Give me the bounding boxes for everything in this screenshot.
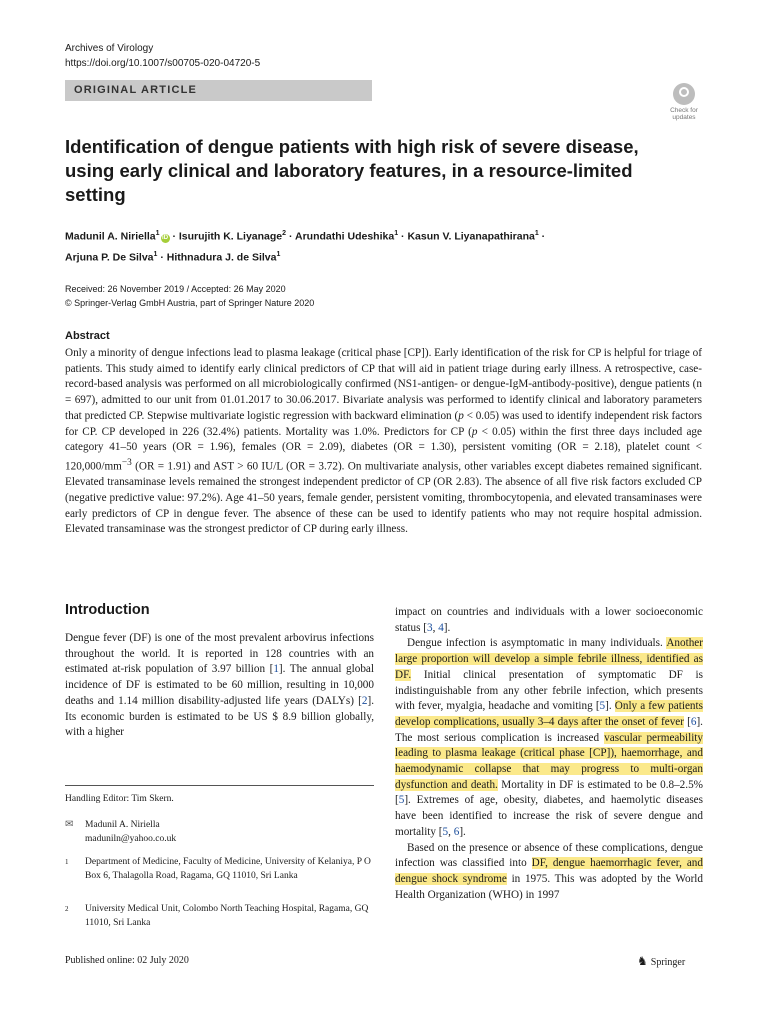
body-text: ]. The most serious complication is increased xyxy=(395,715,703,744)
author-line-2 xyxy=(65,246,715,267)
introduction-heading: Introduction xyxy=(65,602,150,618)
affiliation-2 xyxy=(65,902,375,930)
author-affiliation: 1 xyxy=(276,250,281,258)
check-for-updates-badge[interactable] xyxy=(664,83,704,121)
affiliation-1 xyxy=(65,855,375,883)
author-affiliation: 1 xyxy=(534,230,539,237)
abstract-text: < 0.05) within the first three days included age category 41–50 years (OR = 1.96), females (OR = 2.09), diabetes (OR = 1.30), persistent vomiting (OR = 2.18), platelet count < 120,000/mm xyxy=(65,425,702,473)
highlighted-text[interactable]: Only a few patients develop complications, usually 3–4 days after the onset of fever xyxy=(395,700,703,728)
affiliation-number: 1 xyxy=(65,858,69,866)
intro-paragraph xyxy=(65,631,374,741)
body-text: Mortality in DF is estimated to be 0.8–2.5% [ xyxy=(395,778,703,807)
copyright-notice: © Springer-Verlag GmbH Austria, part of Springer Nature 2020 xyxy=(65,298,315,308)
author-name[interactable]: Isurujith K. Liyanage xyxy=(178,230,283,243)
crossmark-icon xyxy=(673,83,695,105)
author-separator: · xyxy=(398,230,408,243)
highlighted-text[interactable]: Another large proportion will develop a simple febrile illness, identified as DF. xyxy=(395,637,703,681)
body-text: ]. The annual global incidence of DF is estimated to be 60 million, resulting in 10,000 deaths and 1.14 million disability-adjusted life years (DALYs) [ xyxy=(65,663,374,707)
affiliation-text: University Medical Unit, Colombo North Teaching Hospital, Ragama, GQ 11010, Sri Lanka xyxy=(85,904,369,928)
body-text: ]. Its economic burden is estimated to be US $ 8.9 billion globally, with a higher xyxy=(65,694,374,739)
body-column-left xyxy=(65,631,374,741)
intro-paragraph xyxy=(395,636,703,840)
author-name[interactable]: Kasun V. Liyanapathirana xyxy=(407,230,535,243)
author-name[interactable]: Hithnadura J. de Silva xyxy=(166,251,277,263)
handling-editor-note: Handling Editor: Tim Skern. xyxy=(65,794,174,804)
springer-horse-icon: ♞ xyxy=(637,954,648,968)
abstract-heading: Abstract xyxy=(65,330,110,342)
author-list xyxy=(65,225,715,266)
abstract-p-symbol: p xyxy=(471,425,478,438)
corresponding-name: Madunil A. Niriella xyxy=(85,820,160,830)
publisher-name: Springer xyxy=(650,957,686,968)
received-accepted: Received: 26 November 2019 / Accepted: 26 May 2020 xyxy=(65,284,286,294)
doi-link[interactable]: https://doi.org/10.1007/s00705-020-04720-5 xyxy=(65,58,261,69)
article-type-banner: ORIGINAL ARTICLE xyxy=(65,80,372,101)
article-dates xyxy=(65,282,314,310)
citation-link[interactable]: 5 xyxy=(398,794,405,807)
envelope-icon: ✉ xyxy=(65,819,74,830)
author-affiliation: 1 xyxy=(153,250,158,258)
author-separator: · xyxy=(286,230,296,243)
highlighted-text[interactable]: vascular permeability leading to plasma leakage (critical phase [CP]), haemorrhage, and haemodynamic collapse that may progress to multi-organ dysfunction and death. xyxy=(395,731,703,791)
author-separator: · xyxy=(157,251,167,263)
highlighted-text[interactable]: DF, dengue haemorrhagic fever, and dengue shock syndrome xyxy=(395,857,703,885)
citation-link[interactable]: 6 xyxy=(453,825,460,838)
abstract-text: Only a minority of dengue infections lead to plasma leakage (critical phase [CP]). Early identification of the risk for CP is helpful for triage of patients. This study aimed to identify early clinical predictors of CP that will aid in patient triage during early illness. A retrospective, case-record-based analysis was performed on all microbiologically confirmed (NS1-antigen- or dengue-IgM-antibody-positive), dengue patients (n = 697), admitted to our unit from 01.01.2017 to 30.06.2017. Bivariate analysis was performed to identify clinical and laboratory parameters that predicted CP. Stepwise multivariate logistic regression with backward elimination ( xyxy=(65,347,702,422)
body-text: ]. Extremes of age, obesity, diabetes, and haemolytic diseases have been identified to increase the risk of severe dengue and mortality [ xyxy=(395,794,703,838)
body-text: in 1975. This was adopted by the World Health Organization (WHO) in 1997 xyxy=(395,872,704,901)
abstract-superscript: −3 xyxy=(121,457,132,468)
body-text: Dengue fever (DF) is one of the most prevalent arbovirus infections throughout the world. It is reported in 128 countries with an estimated at-risk population of 3.97 billion [ xyxy=(65,632,374,676)
body-text: , xyxy=(448,825,454,838)
citation-link[interactable]: 5 xyxy=(442,825,449,838)
body-text: Initial clinical presentation of symptomatic DF is indistinguishable from any other febrile infection, which presents with fever, myalgia, headache and vomiting [ xyxy=(395,668,703,713)
abstract-text: < 0.05) was used to identify independent risk factors for CP. CP developed in 226 (32.4%) patients. Mortality was 1.0%. Predictors for CP ( xyxy=(65,409,702,438)
abstract-p-symbol: p xyxy=(458,409,464,422)
check-updates-label: Check for updates xyxy=(670,107,698,121)
citation-link[interactable]: 6 xyxy=(690,715,697,728)
author-name[interactable]: Madunil A. Niriella xyxy=(65,230,156,243)
body-text: ]. xyxy=(605,700,615,713)
citation-link[interactable]: 1 xyxy=(273,663,279,676)
corresponding-author xyxy=(65,818,176,846)
abstract-text: (OR = 1.91) and AST > 60 IU/L (OR = 3.72). On multivariate analysis, other variables except diabetes remained significant. Elevated transaminase levels remained the strongest independent predictor of CP (OR 2.83). The absence of all five risk factors excluded CP (negative predictive value: 97.2%). Age 41–50 years, female gender, persistent vomiting, thrombocytopenia, and elevated transaminases were early predictors of CP in dengue fever. The absence of these can be used to identify patients who may not require hospital admission. Elevated transaminase was the strongest predictor of CP during early illness. xyxy=(65,460,702,536)
author-affiliation: 1 xyxy=(155,230,160,237)
corresponding-email[interactable]: maduniln@yahoo.co.uk xyxy=(85,834,177,844)
citation-link[interactable]: 2 xyxy=(361,694,368,707)
affiliation-number: 2 xyxy=(65,905,69,913)
body-text: [ xyxy=(683,715,691,728)
citation-link[interactable]: 5 xyxy=(599,700,606,713)
author-affiliation: 2 xyxy=(282,230,287,237)
published-date: Published online: 02 July 2020 xyxy=(65,955,189,966)
body-column-right xyxy=(395,605,703,903)
citation-link[interactable]: 4 xyxy=(438,621,444,634)
intro-paragraph xyxy=(395,605,703,636)
body-text: ]. xyxy=(443,621,451,634)
journal-name: Archives of Virology xyxy=(65,43,154,54)
intro-paragraph xyxy=(395,841,703,904)
author-separator: · xyxy=(169,230,179,243)
orcid-icon[interactable]: iD xyxy=(162,234,169,241)
body-text: Based on the presence or absence of these complications, dengue infection was classified into xyxy=(395,841,703,870)
author-name[interactable]: Arjuna P. De Silva xyxy=(65,251,154,263)
body-text: Dengue infection is asymptomatic in many individuals. xyxy=(407,637,667,650)
body-text: ]. xyxy=(459,825,466,838)
article-title: Identification of dengue patients with high risk of severe disease, using early clinical and laboratory features, in a resource-limited setting xyxy=(65,136,639,205)
footnote-divider xyxy=(65,785,374,786)
citation-link[interactable]: 3 xyxy=(427,621,433,634)
body-text: , xyxy=(432,621,439,634)
author-name[interactable]: Arundathi Udeshika xyxy=(295,230,395,243)
publisher-logo xyxy=(637,954,685,969)
abstract-body xyxy=(65,346,702,538)
body-text: impact on countries and individuals with a lower socioeconomic status [ xyxy=(395,606,703,634)
author-line-1 xyxy=(65,225,715,246)
author-separator: · xyxy=(538,230,546,243)
author-affiliation: 1 xyxy=(394,230,399,237)
journal-header xyxy=(65,41,260,71)
affiliation-text: Department of Medicine, Faculty of Medicine, University of Kelaniya, P O Box 6, Thalagolla Road, Ragama, GQ 11010, Sri Lanka xyxy=(85,857,371,881)
